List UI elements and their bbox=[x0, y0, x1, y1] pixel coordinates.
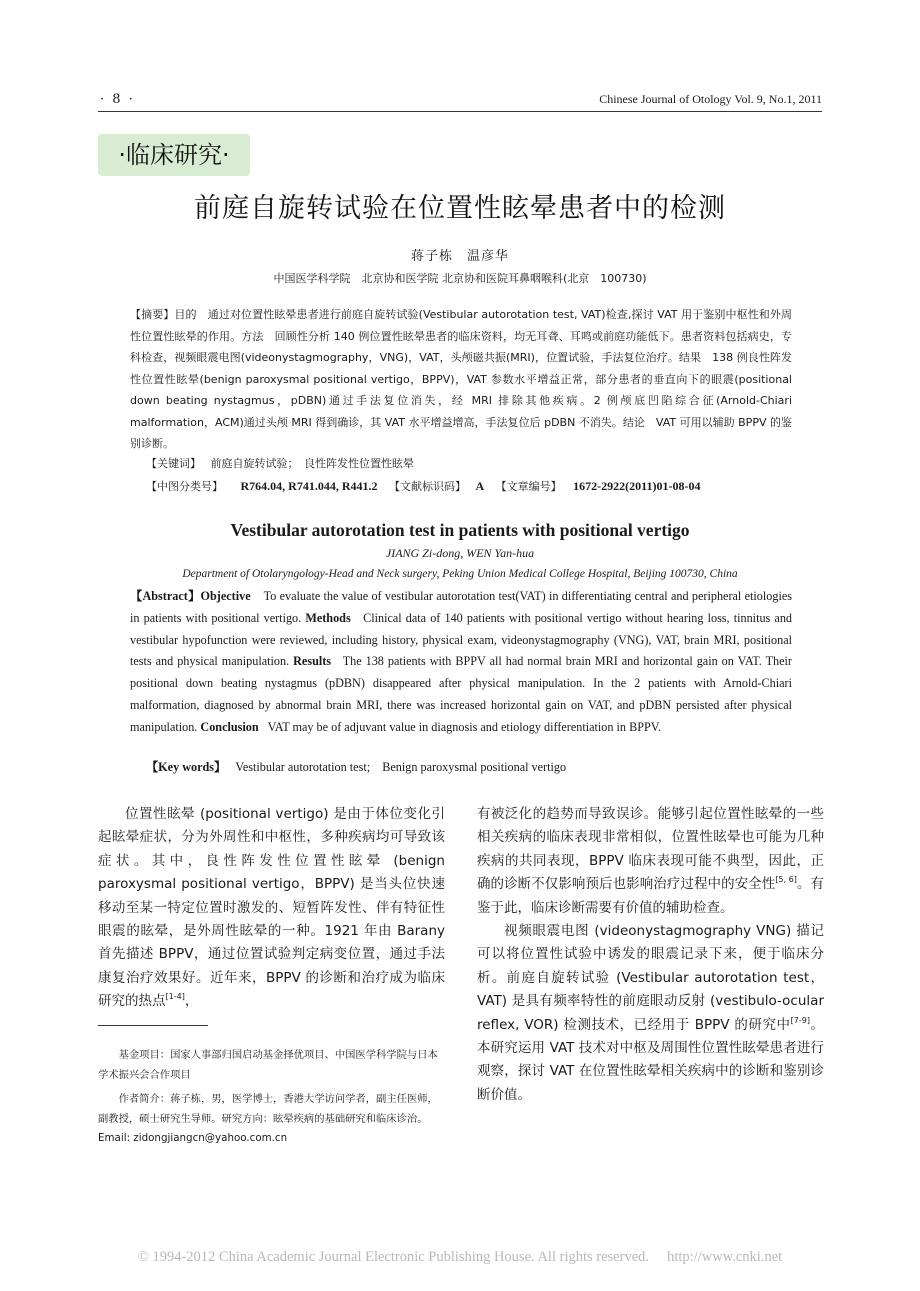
copyright-watermark: © 1994-2012 China Academic Journal Electronic Publishing House. All rights reserved. http://www.cnki.net bbox=[137, 1249, 783, 1265]
citation: [7-9] bbox=[790, 1015, 810, 1025]
english-keywords-text: Vestibular autorotation test; Benign paroxysmal positional vertigo bbox=[235, 760, 567, 774]
doc-code-label: 【文献标识码】 bbox=[389, 480, 466, 493]
chinese-title: 前庭自旋转试验在位置性眩晕患者中的检测 bbox=[194, 193, 726, 224]
citation: [1-4] bbox=[165, 992, 185, 1002]
footnotes bbox=[98, 1046, 445, 1154]
english-title: Vestibular autorotation test in patients with positional vertigo bbox=[230, 520, 690, 540]
section-label: ·临床研究· bbox=[98, 134, 250, 176]
body-paragraph bbox=[477, 803, 824, 920]
chinese-keywords-label: 【关键词】 bbox=[146, 457, 201, 470]
author-note: 作者简介：蒋子栋，男，医学博士，香港大学访问学者，副主任医师，副教授，硕士研究生导师。研究方向：眩晕疾病的基础研究和临床诊治。Email: zidongjiangcn@yahoo.com.cn bbox=[98, 1093, 438, 1144]
english-abstract bbox=[130, 586, 792, 739]
body-text: 视频眼震电图 (videonystagmography VNG) 描记可以将位置性试验中诱发的眼震记录下来，便于临床分析。前庭自旋转试验 (Vestibular autorotation test，VAT) 是具有频率特性的前庭眼动反射 (vestibulo-ocular reflex, VOR) 检测技术，已经用于 BPPV 的研究中 bbox=[477, 923, 824, 1033]
class-value: R764.04, R741.044, R441.2 bbox=[240, 479, 378, 493]
classification-line bbox=[146, 478, 806, 495]
methods-label: Methods bbox=[305, 610, 351, 625]
body-left-column bbox=[98, 803, 445, 1014]
page-number: · 8 · bbox=[100, 92, 135, 107]
chinese-abstract: 【摘要】目的 通过对位置性眩晕患者进行前庭自旋转试验(Vestibular autorotation test, VAT)检查,探讨 VAT 用于鉴别中枢性和外周性位置性眩晕的作用。方法 回顾性分析 140 例位置性眩晕患者的临床资料，均无耳聋、耳鸣或前庭功能低下。患者资料包括病史，专科检查，视频眼震电图(videonystagmography，VNG)，VAT，头颅磁共振(MRI)，位置试验，手法复位治疗。结果 138 例良性阵发性位置性眩晕(benign paroxysmal positional vertigo，BPPV)，VAT 参数水平增益正常，部分患者的垂直向下的眼震(positional down beating nystagmus，pDBN)通过手法复位消失，经 MRI 排除其他疾病。2 例颅底凹陷综合征(Arnold-Chiari malformation，ACM)通过头颅 MRI 得到确诊，其 VAT 水平增益增高，手法复位后 pDBN 不消失。结论 VAT 可用以辅助 BPPV 的鉴别诊断。 bbox=[130, 308, 792, 450]
objective-label: Objective bbox=[200, 589, 251, 603]
body-text: 有被泛化的趋势而导致误诊。能够引起位置性眩晕的一些相关疾病的临床表现非常相似，位置性眩晕也可能为几种疾病的共同表现，BPPV 临床表现可能不典型，因此，正确的诊断不仅影响预后也影响治疗过程中的安全性 bbox=[477, 806, 824, 893]
chinese-authors: 蒋子栋 温彦华 bbox=[410, 249, 509, 264]
footnote-rule bbox=[98, 1025, 208, 1026]
body-text: ， bbox=[184, 993, 199, 1010]
doc-code-value: A bbox=[475, 479, 485, 493]
results-text: The 138 patients with BPPV all had normal brain MRI and horizontal gain on VAT. Their positional down beating nystagmus (pDBN) disappeared after physical manipulation. In the 2 patients with Arnold-Chiari malformation, diagnosed by abnormal brain MRI, there was increased horizontal gain on VAT, and pDBN persisted after physical manipulation. bbox=[130, 654, 792, 734]
methods-text: Clinical data of 140 patients with positional vertigo without hearing loss, tinnitus and vestibular hypofunction were reviewed, including history, physical exam, videonystagmography (VNG), VAT, brain MRI, positional tests and physical manipulation. bbox=[130, 610, 793, 669]
header-rule bbox=[98, 111, 822, 112]
body-right-column bbox=[477, 803, 824, 1107]
class-label: 【中图分类号】 bbox=[146, 480, 223, 493]
body-text: 。本研究运用 VAT 技术对中枢及周围性位置性眩晕患者进行观察，探讨 VAT 在位置性眩晕相关疾病中的诊断和鉴别诊断价值。 bbox=[477, 1016, 824, 1103]
article-number-value: 1672-2922(2011)01-08-04 bbox=[573, 479, 701, 493]
article-number-label: 【文章编号】 bbox=[495, 480, 562, 493]
body-paragraph bbox=[98, 803, 445, 1014]
journal-citation: Chinese Journal of Otology Vol. 9, No.1, 2011 bbox=[599, 92, 822, 106]
objective-text: To evaluate the value of vestibular autorotation test(VAT) in differentiating central and peripheral etiologies in patients with positional vertigo. bbox=[130, 589, 792, 625]
body-text: 位置性眩晕 (positional vertigo) 是由于体位变化引起眩晕症状，分为外周性和中枢性，多种疾病均可导致该症状。其中，良性阵发性位置性眩晕 (benign paroxysmal positional vertigo，BPPV) 是当头位快速移动至某一特定位置时激发的、短暂阵发性、伴有特征性眼震的眩晕，是外周性眩晕的一种。1921 年由 Barany 首先描述 BPPV，通过位置试验判定病变位置，通过手法康复治疗效果好。近年来，BPPV 的诊断和治疗成为临床研究的热点 bbox=[98, 806, 445, 1010]
body-text: 。有鉴于此，临床诊断需要有价值的辅助检查。 bbox=[477, 876, 825, 916]
citation: [5, 6] bbox=[775, 875, 797, 885]
chinese-keywords bbox=[146, 456, 796, 472]
english-keywords bbox=[146, 758, 786, 775]
conclusion-text: VAT may be of adjuvant value in diagnosis and etiology differentiation in BPPV. bbox=[267, 719, 662, 734]
english-authors: JIANG Zi-dong, WEN Yan-hua bbox=[385, 546, 535, 560]
body-paragraph bbox=[477, 920, 824, 1107]
chinese-affiliation: 中国医学科学院 北京协和医学院 北京协和医院耳鼻咽喉科(北京 100730) bbox=[273, 272, 647, 285]
english-affiliation: Department of Otolaryngology-Head and Neck surgery, Peking Union Medical College Hospital, Beijing 100730, China bbox=[182, 568, 738, 580]
english-keywords-label: 【Key words】 bbox=[146, 760, 227, 774]
results-label: Results bbox=[293, 654, 332, 669]
chinese-keywords-text: 前庭自旋转试验； 良性阵发性位置性眩晕 bbox=[210, 457, 414, 470]
funding-note: 基金项目：国家人事部归国启动基金择优项目、中国医学科学院与日本学术振兴会合作项目 bbox=[98, 1049, 438, 1081]
abstract-label: 【Abstract】 bbox=[130, 589, 201, 603]
conclusion-label: Conclusion bbox=[200, 719, 259, 734]
